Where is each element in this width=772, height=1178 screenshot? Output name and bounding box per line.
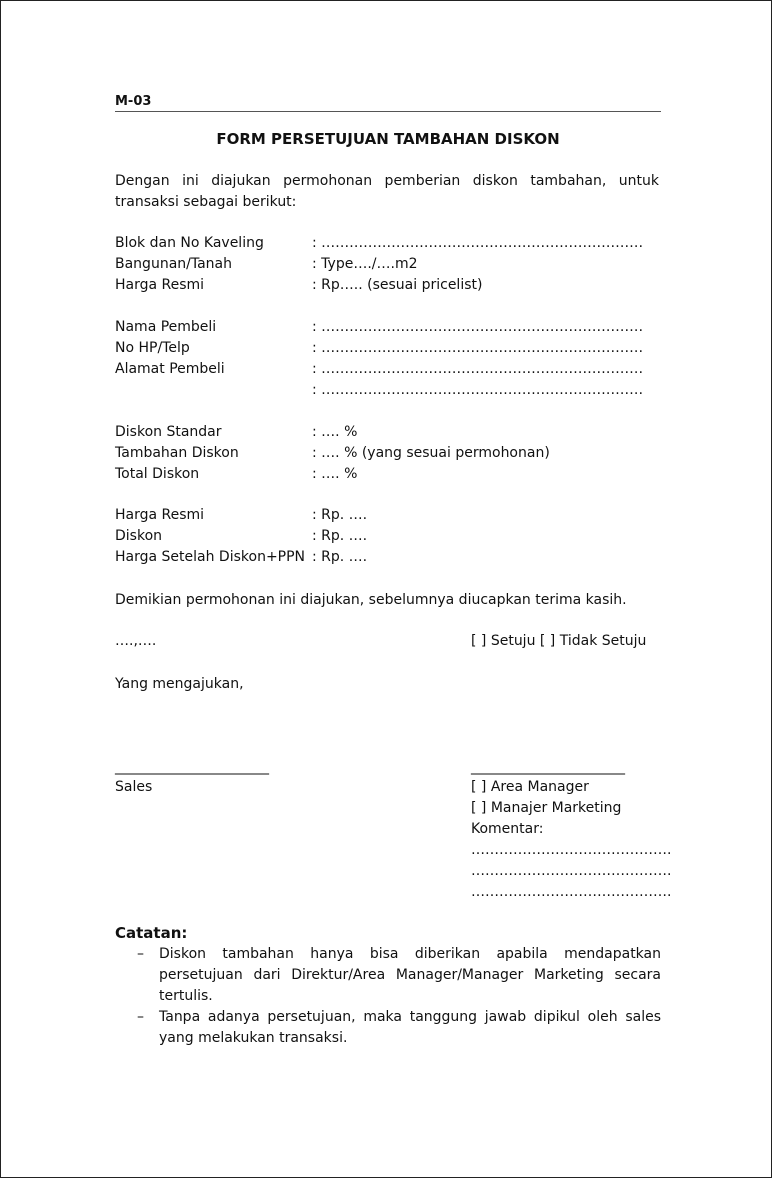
field-value: : …………………………………………………………… (312, 235, 644, 251)
field-value: : …. % (yang sesuai permohonan) (312, 445, 550, 461)
komentar-label: Komentar: (471, 821, 544, 837)
field-label: Harga Resmi (115, 507, 205, 523)
signature-line-sales: ______________________ (115, 759, 269, 775)
note-item (115, 944, 661, 1007)
field-label: Harga Resmi (115, 277, 205, 293)
field-label: Blok dan No Kaveling (115, 235, 264, 251)
field-label: Alamat Pembeli (115, 361, 225, 377)
approval-options: [ ] Setuju [ ] Tidak Setuju (471, 633, 647, 649)
field-label: Diskon Standar (115, 424, 222, 440)
komentar-line: ……………………………………. (471, 863, 672, 879)
field-value: : …………………………………………………………… (312, 361, 644, 377)
yang-mengajukan: Yang mengajukan, (115, 676, 244, 692)
field-label: Diskon (115, 528, 163, 544)
field-value: : Rp. …. (312, 528, 368, 544)
field-label: Tambahan Diskon (115, 445, 239, 461)
field-label: No HP/Telp (115, 340, 190, 356)
dash-bullet: – (137, 1009, 144, 1025)
field-value: : …. % (312, 466, 358, 482)
field-label: Total Diskon (115, 466, 200, 482)
manajer-marketing-option: [ ] Manajer Marketing (471, 800, 622, 816)
field-value: : Rp….. (sesuai pricelist) (312, 277, 483, 293)
signature-line-approver: ______________________ (471, 759, 625, 775)
note-item (115, 1007, 661, 1049)
komentar-line: ……………………………………. (471, 884, 672, 900)
field-label: Bangunan/Tanah (115, 256, 232, 272)
note-text: Tanpa adanya persetujuan, maka tanggung jawab dipikul oleh sales yang melakukan transaksi. (159, 1009, 661, 1046)
dash-bullet: – (137, 946, 144, 962)
intro-paragraph: Dengan ini diajukan permohonan pemberian diskon tambahan, untuk transaksi sebagai berikut: (115, 173, 659, 210)
notes-section (115, 923, 661, 1049)
komentar-line: ……………………………………. (471, 842, 672, 858)
field-value: : Type…./….m2 (312, 256, 418, 272)
field-label: Nama Pembeli (115, 319, 217, 335)
date-place: ….,…. (115, 633, 157, 649)
field-label: Harga Setelah Diskon+PPN (115, 549, 306, 565)
field-value: : …………………………………………………………… (312, 319, 644, 335)
header-rule (115, 111, 661, 112)
field-value: : Rp. …. (312, 507, 368, 523)
note-text: Diskon tambahan hanya bisa diberikan apabila mendapatkan persetujuan dari Direktur/Area Manager/Manager Marketing secara tertulis. (159, 946, 661, 1004)
field-value: : Rp. …. (312, 549, 368, 565)
closing-sentence: Demikian permohonan ini diajukan, sebelumnya diucapkan terima kasih. (115, 592, 627, 608)
form-title: FORM PERSETUJUAN TAMBAHAN DISKON (216, 130, 560, 148)
notes-heading: Catatan: (115, 924, 188, 942)
area-manager-option: [ ] Area Manager (471, 779, 589, 795)
field-value: : …………………………………………………………… (312, 382, 644, 398)
sales-label: Sales (115, 779, 153, 795)
field-value: : …………………………………………………………… (312, 340, 644, 356)
field-value: : …. % (312, 424, 358, 440)
form-code: M-03 (115, 94, 152, 109)
